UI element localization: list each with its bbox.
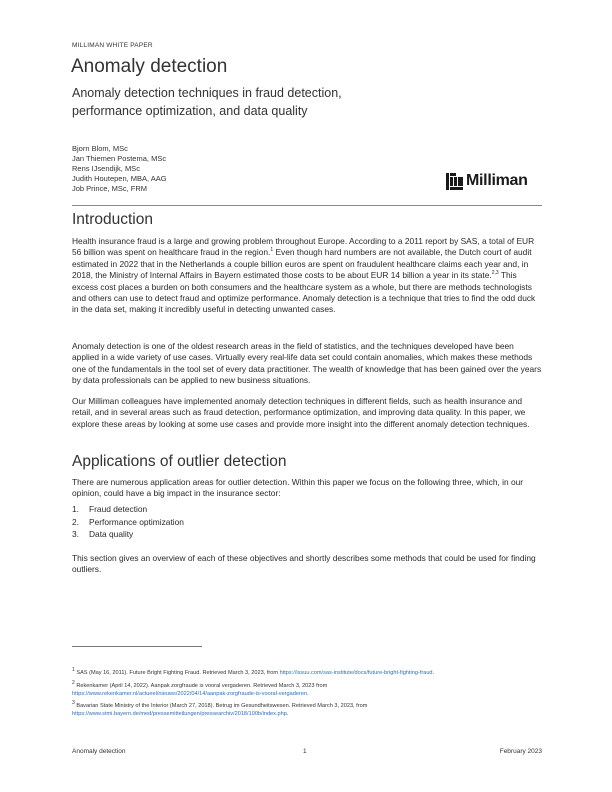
footnote-link[interactable]: https://www.stmi.bayern.de/med/pressemitteilungen/pressearchiv/2018/100b/index.php	[72, 710, 287, 717]
page-subtitle	[72, 84, 402, 120]
page-number: 1	[303, 748, 307, 755]
list-label: Data quality	[89, 529, 134, 539]
list-label: Fraud detection	[89, 504, 148, 514]
author-name: Rens IJsendijk, MSc	[72, 164, 140, 173]
list-item	[72, 529, 184, 542]
intro-paragraph-1	[72, 236, 542, 316]
footnote-text: SAS (May 16, 2011). Future Bright Fighting Fraud. Retrieved March 3, 2023, from	[76, 670, 280, 676]
list-label: Performance optimization	[89, 516, 184, 527]
intro-paragraph-3: Our Milliman colleagues have implemented anomaly detection techniques in different fields, such as health insurance and retail, and in several areas such as fraud detection, performance optimization, and improving data quality. In this paper, we explore these areas by looking at some use cases and provide more insight into the different anomaly detection techniques.	[72, 396, 530, 429]
footer-title: Anomaly detection	[72, 748, 126, 755]
intro-text: Even though hard numbers are not available, the Dutch court of audit estimated in 2022 that in the Netherlands a couple billion euros are spent on fraudulent healthcare claims each year and, in 2018, the Ministry of Internal Affairs in Bayern estimated those costs to be about EUR 14 billion a year in its state.	[72, 247, 532, 281]
footnote	[72, 700, 547, 718]
author-name: Bjorn Blom, MSc	[72, 144, 128, 153]
section-divider	[72, 205, 542, 206]
list-number: 2.	[72, 516, 79, 527]
document-kicker: MILLIMAN WHITE PAPER	[72, 42, 153, 49]
applications-list	[72, 504, 184, 542]
subtitle-line: Anomaly detection techniques in fraud detection,	[72, 86, 342, 100]
applications-paragraph-2: This section gives an overview of each of these objectives and shortly describes some methods that could be used for finding outliers.	[72, 553, 536, 575]
author-name: Judith Houtepen, MBA, AAG	[72, 174, 167, 183]
milliman-logo-icon	[446, 173, 463, 190]
logo-wordmark: Milliman	[466, 172, 528, 189]
list-number: 3.	[72, 529, 79, 539]
intro-text: Health insurance fraud is a large and growing problem throughout Europe. According to a 2011 report by SAS, a total of EUR 56 billion was spent on healthcare fraud in the region.	[72, 236, 535, 258]
section-heading-introduction: Introduction	[72, 211, 153, 228]
footnote-ref[interactable]: 1	[270, 247, 274, 254]
intro-paragraph-2: Anomaly detection is one of the oldest research areas in the field of statistics, and the techniques developed have been applied in a wide variety of use cases. Virtually every real-life data set could contain anomalies, which makes these methods one of the fundamentals in the tool set of every data practitioner. The wealth of knowledge that has been gained over the years by data professionals can be applied to new business situations.	[72, 341, 542, 386]
footnote-number: 3	[72, 700, 75, 707]
footnote-tail: .	[286, 710, 289, 717]
list-number: 1.	[72, 504, 79, 514]
footnote-tail: .	[432, 670, 435, 676]
section-heading-applications: Applications of outlier detection	[72, 453, 287, 470]
footnote-link[interactable]: https://www.rekenkamer.nl/actueel/nieuws/2022/04/14/aanpak-zorgfraude-is-vooral-vergaderen	[72, 690, 308, 697]
footnote-link[interactable]: https://issuu.com/sas-institute/docs/future-bright-fighting-fraud	[279, 670, 433, 676]
footnote-number: 1	[72, 667, 75, 674]
author-name: Job Prince, MSc, FRM	[72, 184, 148, 193]
footnote-divider	[72, 646, 202, 647]
footnote-tail: .	[307, 690, 309, 697]
footnote	[72, 667, 547, 678]
footer-date: February 2023	[499, 748, 542, 755]
author-list	[72, 144, 167, 194]
footnote-ref[interactable]: 2,3	[491, 270, 499, 277]
footnote-number: 2	[72, 680, 75, 687]
applications-paragraph-1: There are numerous application areas for outlier detection. Within this paper we focus on the following three, which, in our opinion, could have a big impact in the insurance sector:	[72, 477, 524, 499]
list-item	[72, 504, 184, 517]
footnote-text: Rekenkamer (April 14, 2022). Aanpak zorgfraude is vooral vergaderen. Retrieved March 3, 2023 from	[76, 683, 328, 689]
footnote-text: Bavarian State Ministry of the Interior (March 27, 2018). Betrug im Gesundheitswesen. Retrieved March 3, 2023, from	[76, 703, 368, 709]
author-name: Jan Thiemen Postema, MSc	[72, 154, 167, 163]
milliman-logo	[446, 172, 528, 190]
footnote	[72, 680, 547, 698]
intro-text: This excess cost places a burden on both consumers and the healthcare system as a whole, but there are methods technologists and others can use to detect fraud and optimize performance. Anomaly detection is a technique that tries to find the odd duck in the data set, making it incredibly useful in detecting unwanted cases.	[72, 270, 536, 315]
list-item	[72, 517, 184, 530]
page-title: Anomaly detection	[71, 56, 228, 77]
subtitle-line: performance optimization, and data quality	[72, 104, 308, 118]
